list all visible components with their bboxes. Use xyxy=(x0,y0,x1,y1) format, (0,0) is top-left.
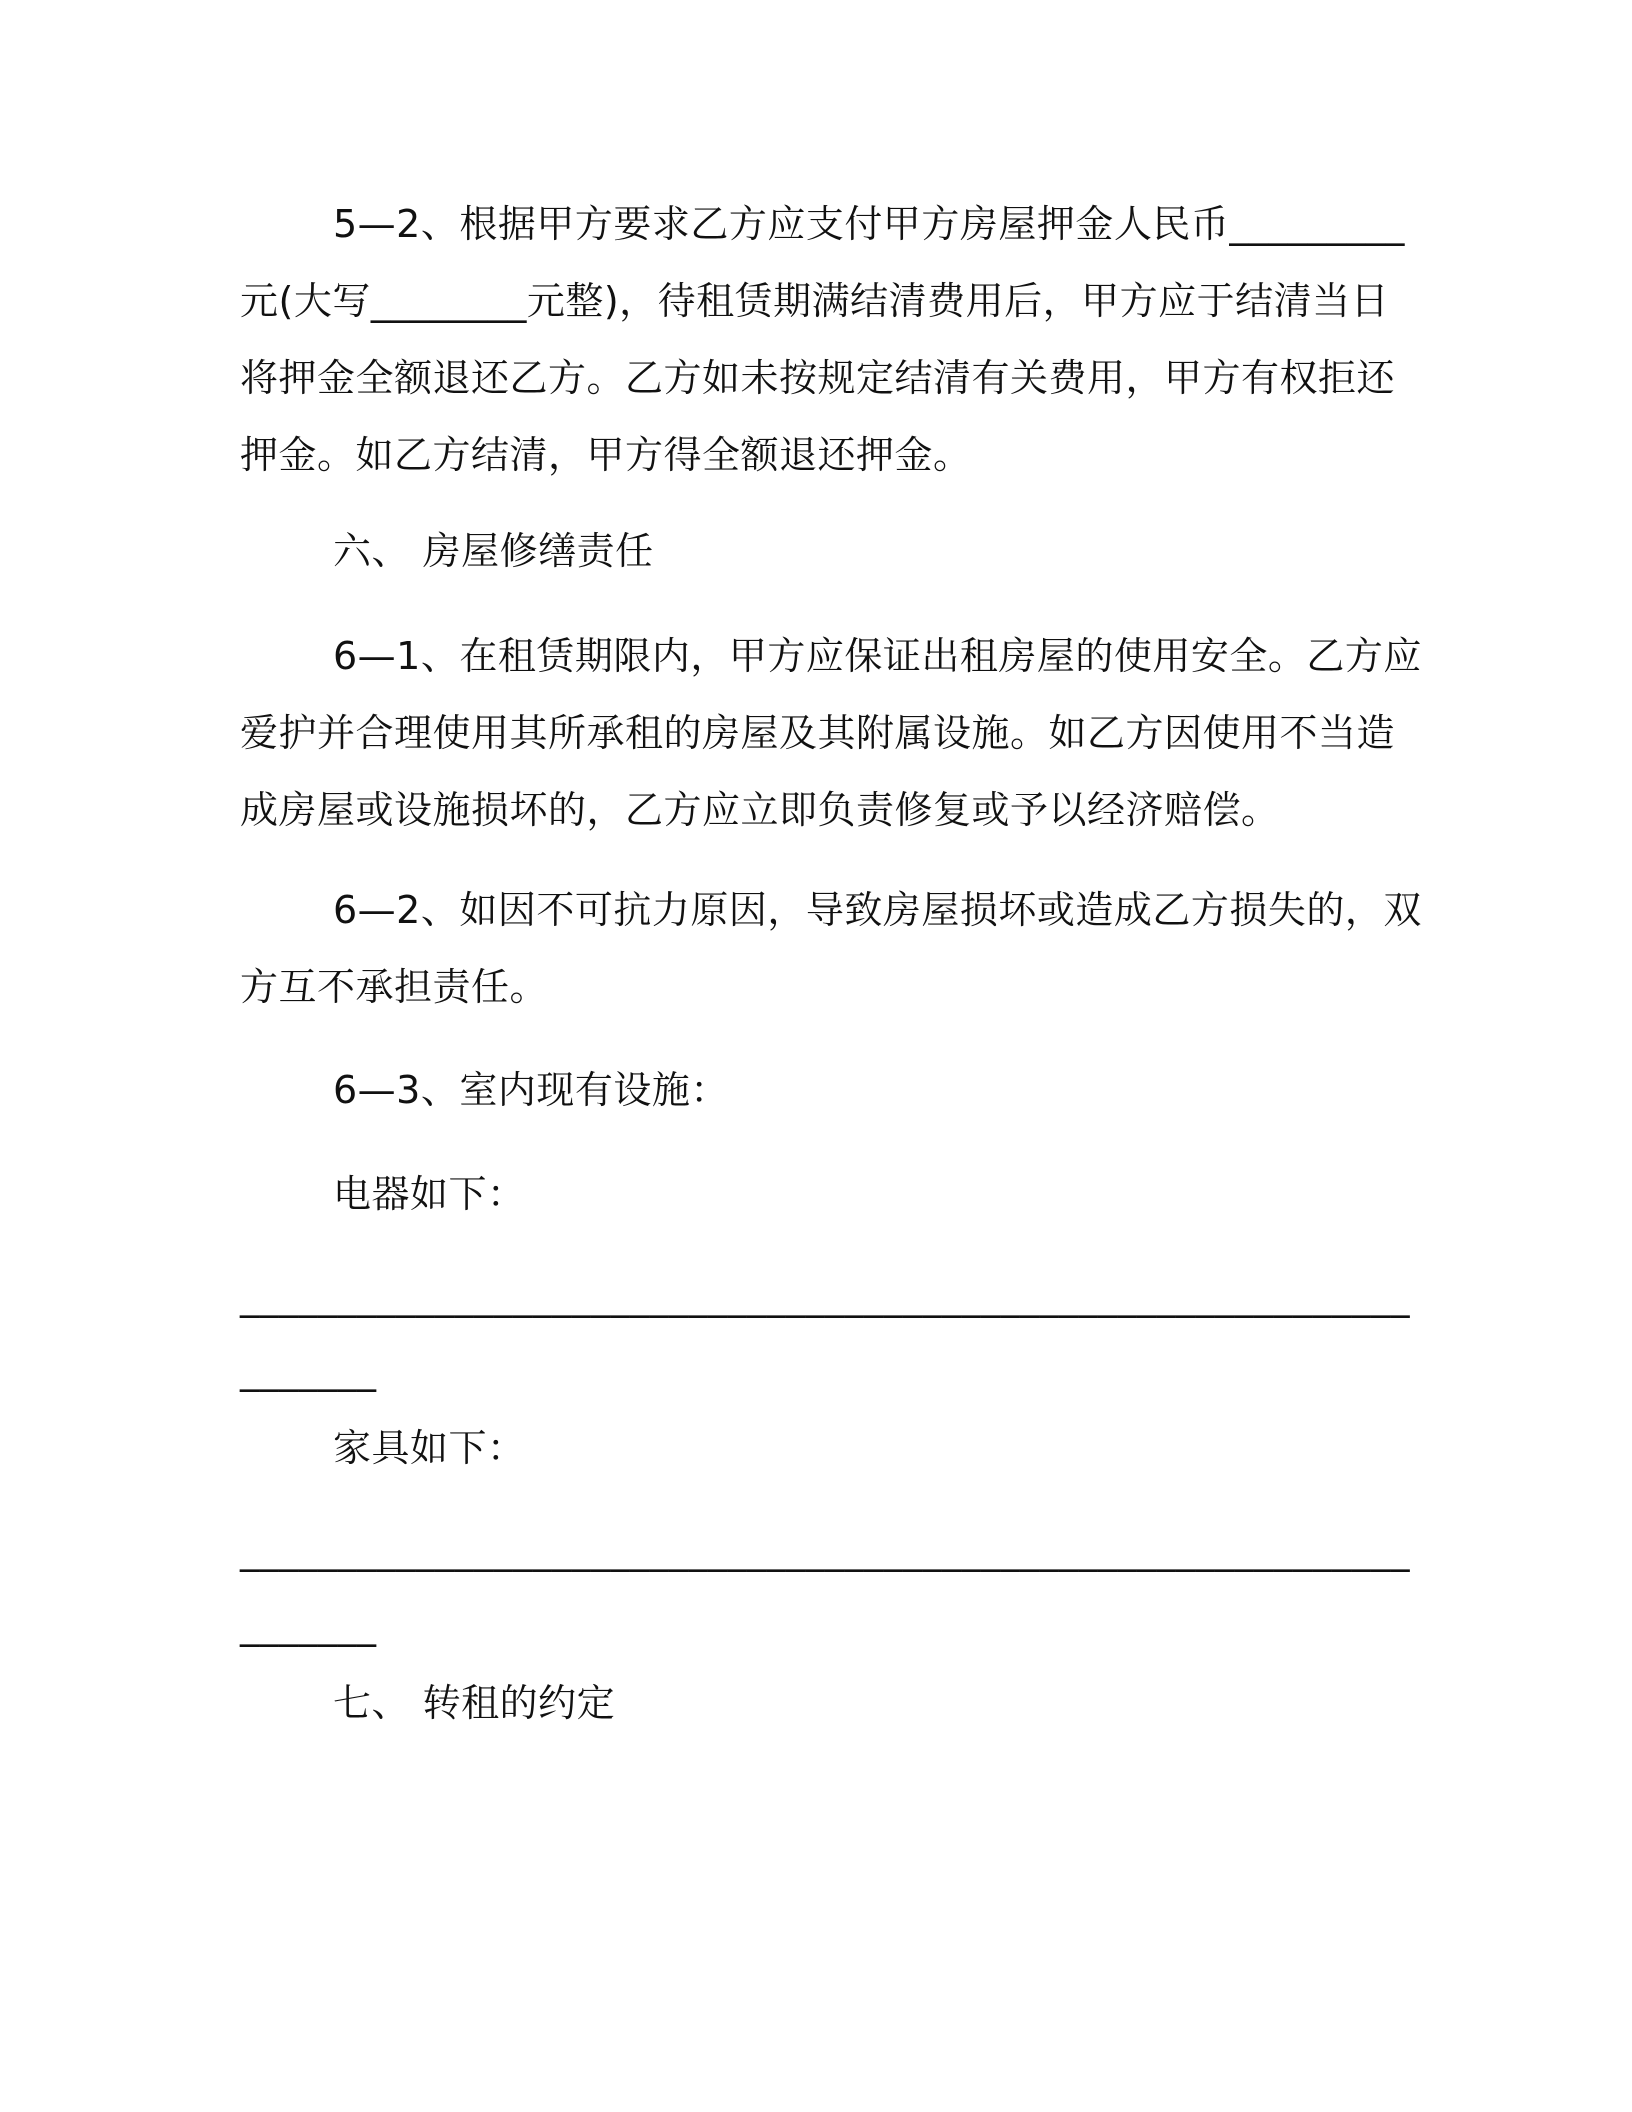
clause-6-3: 6—3、室内现有设施： xyxy=(333,1068,729,1112)
section-6-heading: 六、 房屋修缮责任 xyxy=(333,529,654,573)
clause-6-1-line-1: 6—1、在租赁期限内，甲方应保证出租房屋的使用安全。乙方应 xyxy=(333,634,1422,678)
appliances-label: 电器如下： xyxy=(333,1172,526,1216)
clause-5-2-line-4: 押金。如乙方结清，甲方得全额退还押金。 xyxy=(240,433,972,477)
appliances-blank-line-2: _______ xyxy=(240,1348,377,1392)
clause-6-2-line-1: 6—2、如因不可抗力原因，导致房屋损坏或造成乙方损失的，双 xyxy=(333,888,1422,932)
clause-6-2-line-2: 方互不承担责任。 xyxy=(240,965,549,1009)
clause-5-2-line-1: 5—2、根据甲方要求乙方应支付甲方房屋押金人民币_________ xyxy=(333,202,1405,246)
furniture-blank-line-1: ____________________________________________________________ xyxy=(240,1528,1410,1572)
clause-5-2-line-3: 将押金全额退还乙方。乙方如未按规定结清有关费用，甲方有权拒还 xyxy=(240,356,1396,400)
clause-6-1-line-2: 爱护并合理使用其所承租的房屋及其附属设施。如乙方因使用不当造 xyxy=(240,711,1396,755)
clause-6-1-line-3: 成房屋或设施损坏的，乙方应立即负责修复或予以经济赔偿。 xyxy=(240,788,1280,832)
section-7-heading: 七、 转租的约定 xyxy=(333,1681,616,1725)
clause-5-2-line-2: 元(大写________元整)，待租赁期满结清费用后，甲方应于结清当日 xyxy=(240,279,1390,323)
appliances-blank-line-1: ____________________________________________________________ xyxy=(240,1274,1410,1318)
furniture-label: 家具如下： xyxy=(333,1426,526,1470)
furniture-blank-line-2: _______ xyxy=(240,1603,377,1647)
